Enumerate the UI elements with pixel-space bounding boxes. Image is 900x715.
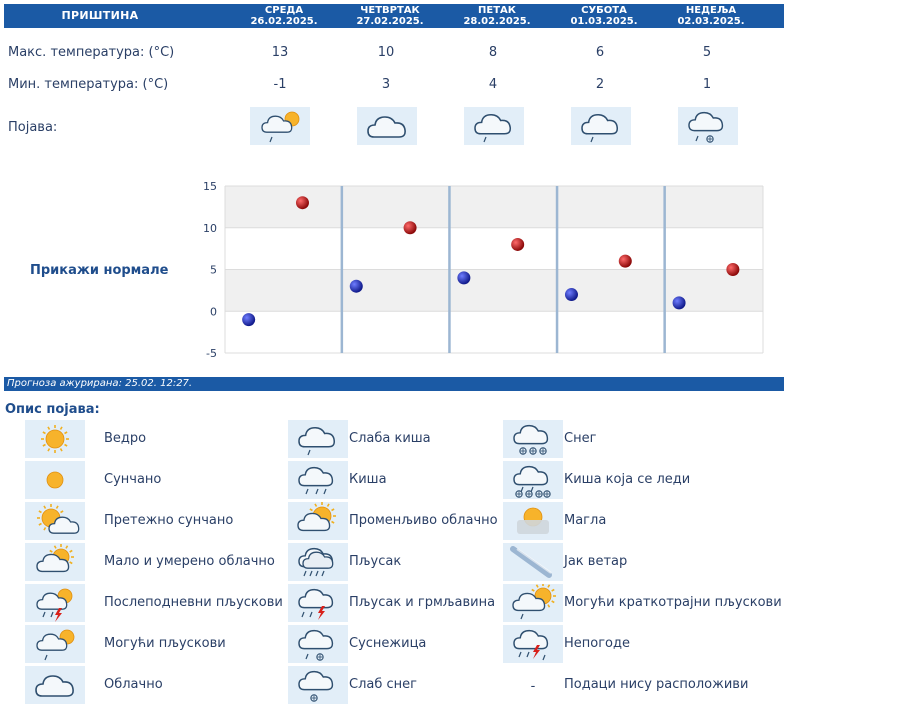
legend-label: Променљиво облачно bbox=[349, 513, 498, 528]
y-tick-label: 5 bbox=[210, 263, 217, 277]
strong-wind-icon bbox=[503, 543, 563, 581]
legend-label: Сунчано bbox=[104, 472, 162, 487]
legend-label: Претежно сунчано bbox=[104, 513, 234, 528]
thunder-shower-icon bbox=[288, 584, 348, 622]
max-temp-label: Макс. температура: (°C) bbox=[8, 45, 175, 60]
day-name: ЧЕТВРТАК bbox=[360, 5, 420, 16]
min-temp-point bbox=[242, 313, 255, 326]
day-separator bbox=[448, 186, 451, 353]
max-temp-value: 8 bbox=[488, 45, 498, 60]
legend-label: Јак ветар bbox=[564, 554, 628, 569]
show-normals-link[interactable]: Прикажи нормале bbox=[30, 263, 169, 278]
cloudy-icon bbox=[357, 107, 417, 145]
day-separator bbox=[556, 186, 559, 353]
max-temp-value: 5 bbox=[702, 45, 712, 60]
legend-label: Киша која се леди bbox=[564, 472, 691, 487]
min-temp-value: 3 bbox=[381, 77, 391, 92]
legend-label: Послеподневни пљускови bbox=[104, 595, 283, 610]
min-temp-label: Мин. температура: (°C) bbox=[8, 77, 169, 92]
sleet-icon bbox=[288, 625, 348, 663]
legend-label: Могући пљускови bbox=[104, 636, 226, 651]
rain-icon bbox=[288, 461, 348, 499]
min-temp-value: 2 bbox=[595, 77, 605, 92]
snow-icon bbox=[503, 420, 563, 458]
updated-text: Прогноза ажурирана: 25.02. 12:27. bbox=[7, 378, 193, 389]
legend-label: Слаб снег bbox=[349, 677, 417, 692]
light-rain-icon bbox=[288, 420, 348, 458]
city-name: ПРИШТИНА bbox=[61, 9, 139, 22]
day-name: ПЕТАК bbox=[478, 5, 516, 16]
min-temp-value: 4 bbox=[488, 77, 498, 92]
legend-label: Киша bbox=[349, 472, 387, 487]
max-temp-value: 6 bbox=[595, 45, 605, 60]
legend-label: Непогоде bbox=[564, 636, 630, 651]
freezing-rain-icon bbox=[503, 461, 563, 499]
day-header bbox=[232, 5, 336, 27]
day-header bbox=[445, 5, 549, 27]
y-tick-label: -5 bbox=[206, 347, 217, 360]
max-temp-point bbox=[511, 238, 524, 251]
day-name: СРЕДА bbox=[264, 5, 304, 16]
legend-label: Суснежица bbox=[349, 636, 427, 651]
max-temp-point bbox=[726, 263, 739, 276]
y-tick-label: 15 bbox=[203, 180, 217, 193]
fog-icon bbox=[503, 502, 563, 540]
partly-cloudy-icon bbox=[25, 543, 85, 581]
clear-icon bbox=[25, 420, 85, 458]
legend-label: Подаци нису расположиви bbox=[564, 677, 749, 692]
min-temp-value: 1 bbox=[702, 77, 712, 92]
day-header bbox=[552, 5, 656, 27]
forecast-header bbox=[4, 4, 784, 28]
mostly-sunny-icon bbox=[25, 502, 85, 540]
y-tick-label: 10 bbox=[203, 221, 217, 235]
legend-label: Облачно bbox=[104, 677, 163, 692]
day-separator bbox=[341, 186, 344, 353]
legend-label: Ведро bbox=[104, 431, 147, 446]
day-date: 26.02.2025. bbox=[250, 16, 318, 27]
day-name: НЕДЕЉА bbox=[685, 5, 737, 16]
min-temp-point bbox=[457, 271, 470, 284]
max-temp-point bbox=[619, 255, 632, 268]
light-rain-icon bbox=[464, 107, 524, 145]
legend-label: Снег bbox=[564, 431, 597, 446]
afternoon-showers-icon bbox=[25, 584, 85, 622]
min-temp-point bbox=[565, 288, 578, 301]
day-header bbox=[338, 5, 442, 27]
storm-icon bbox=[503, 625, 563, 663]
legend-label: Пљусак bbox=[349, 554, 402, 569]
legend-label: Магла bbox=[564, 513, 607, 528]
day-date: 01.03.2025. bbox=[570, 16, 638, 27]
day-date: 02.03.2025. bbox=[677, 16, 745, 27]
max-temp-value: 10 bbox=[377, 45, 395, 60]
max-temp-point bbox=[296, 196, 309, 209]
cloudy-icon bbox=[25, 666, 85, 704]
phenomenon-label: Појава: bbox=[8, 120, 58, 135]
day-date: 28.02.2025. bbox=[463, 16, 531, 27]
max-temp-value: 13 bbox=[271, 45, 289, 60]
brief-showers-icon bbox=[503, 584, 563, 622]
y-tick-label: 0 bbox=[210, 305, 217, 319]
min-temp-point bbox=[673, 296, 686, 309]
variable-cloudy-icon bbox=[288, 502, 348, 540]
day-name: СУБОТА bbox=[581, 5, 627, 16]
possible-showers-icon bbox=[25, 625, 85, 663]
light-snow-icon bbox=[288, 666, 348, 704]
sleet-icon bbox=[678, 107, 738, 145]
legend-title: Опис појава: bbox=[5, 402, 100, 417]
legend-label: Мало и умерено облачно bbox=[104, 554, 275, 569]
legend-label: Слаба киша bbox=[349, 431, 431, 446]
day-header bbox=[659, 5, 763, 27]
sunny-icon bbox=[25, 461, 85, 499]
svg-text:-: - bbox=[530, 679, 536, 694]
day-separator bbox=[663, 186, 666, 353]
light-rain-icon bbox=[571, 107, 631, 145]
possible-showers-icon bbox=[250, 107, 310, 145]
day-date: 27.02.2025. bbox=[356, 16, 424, 27]
legend-label: Могући краткотрајни пљускови bbox=[564, 595, 782, 610]
temperature-chart bbox=[180, 175, 780, 365]
update-bar bbox=[4, 377, 784, 391]
min-temp-point bbox=[350, 280, 363, 293]
min-temp-value: -1 bbox=[273, 77, 287, 92]
max-temp-point bbox=[404, 221, 417, 234]
legend-label: Пљусак и грмљавина bbox=[349, 595, 496, 610]
shower-icon bbox=[288, 543, 348, 581]
no-data-icon bbox=[503, 666, 563, 704]
